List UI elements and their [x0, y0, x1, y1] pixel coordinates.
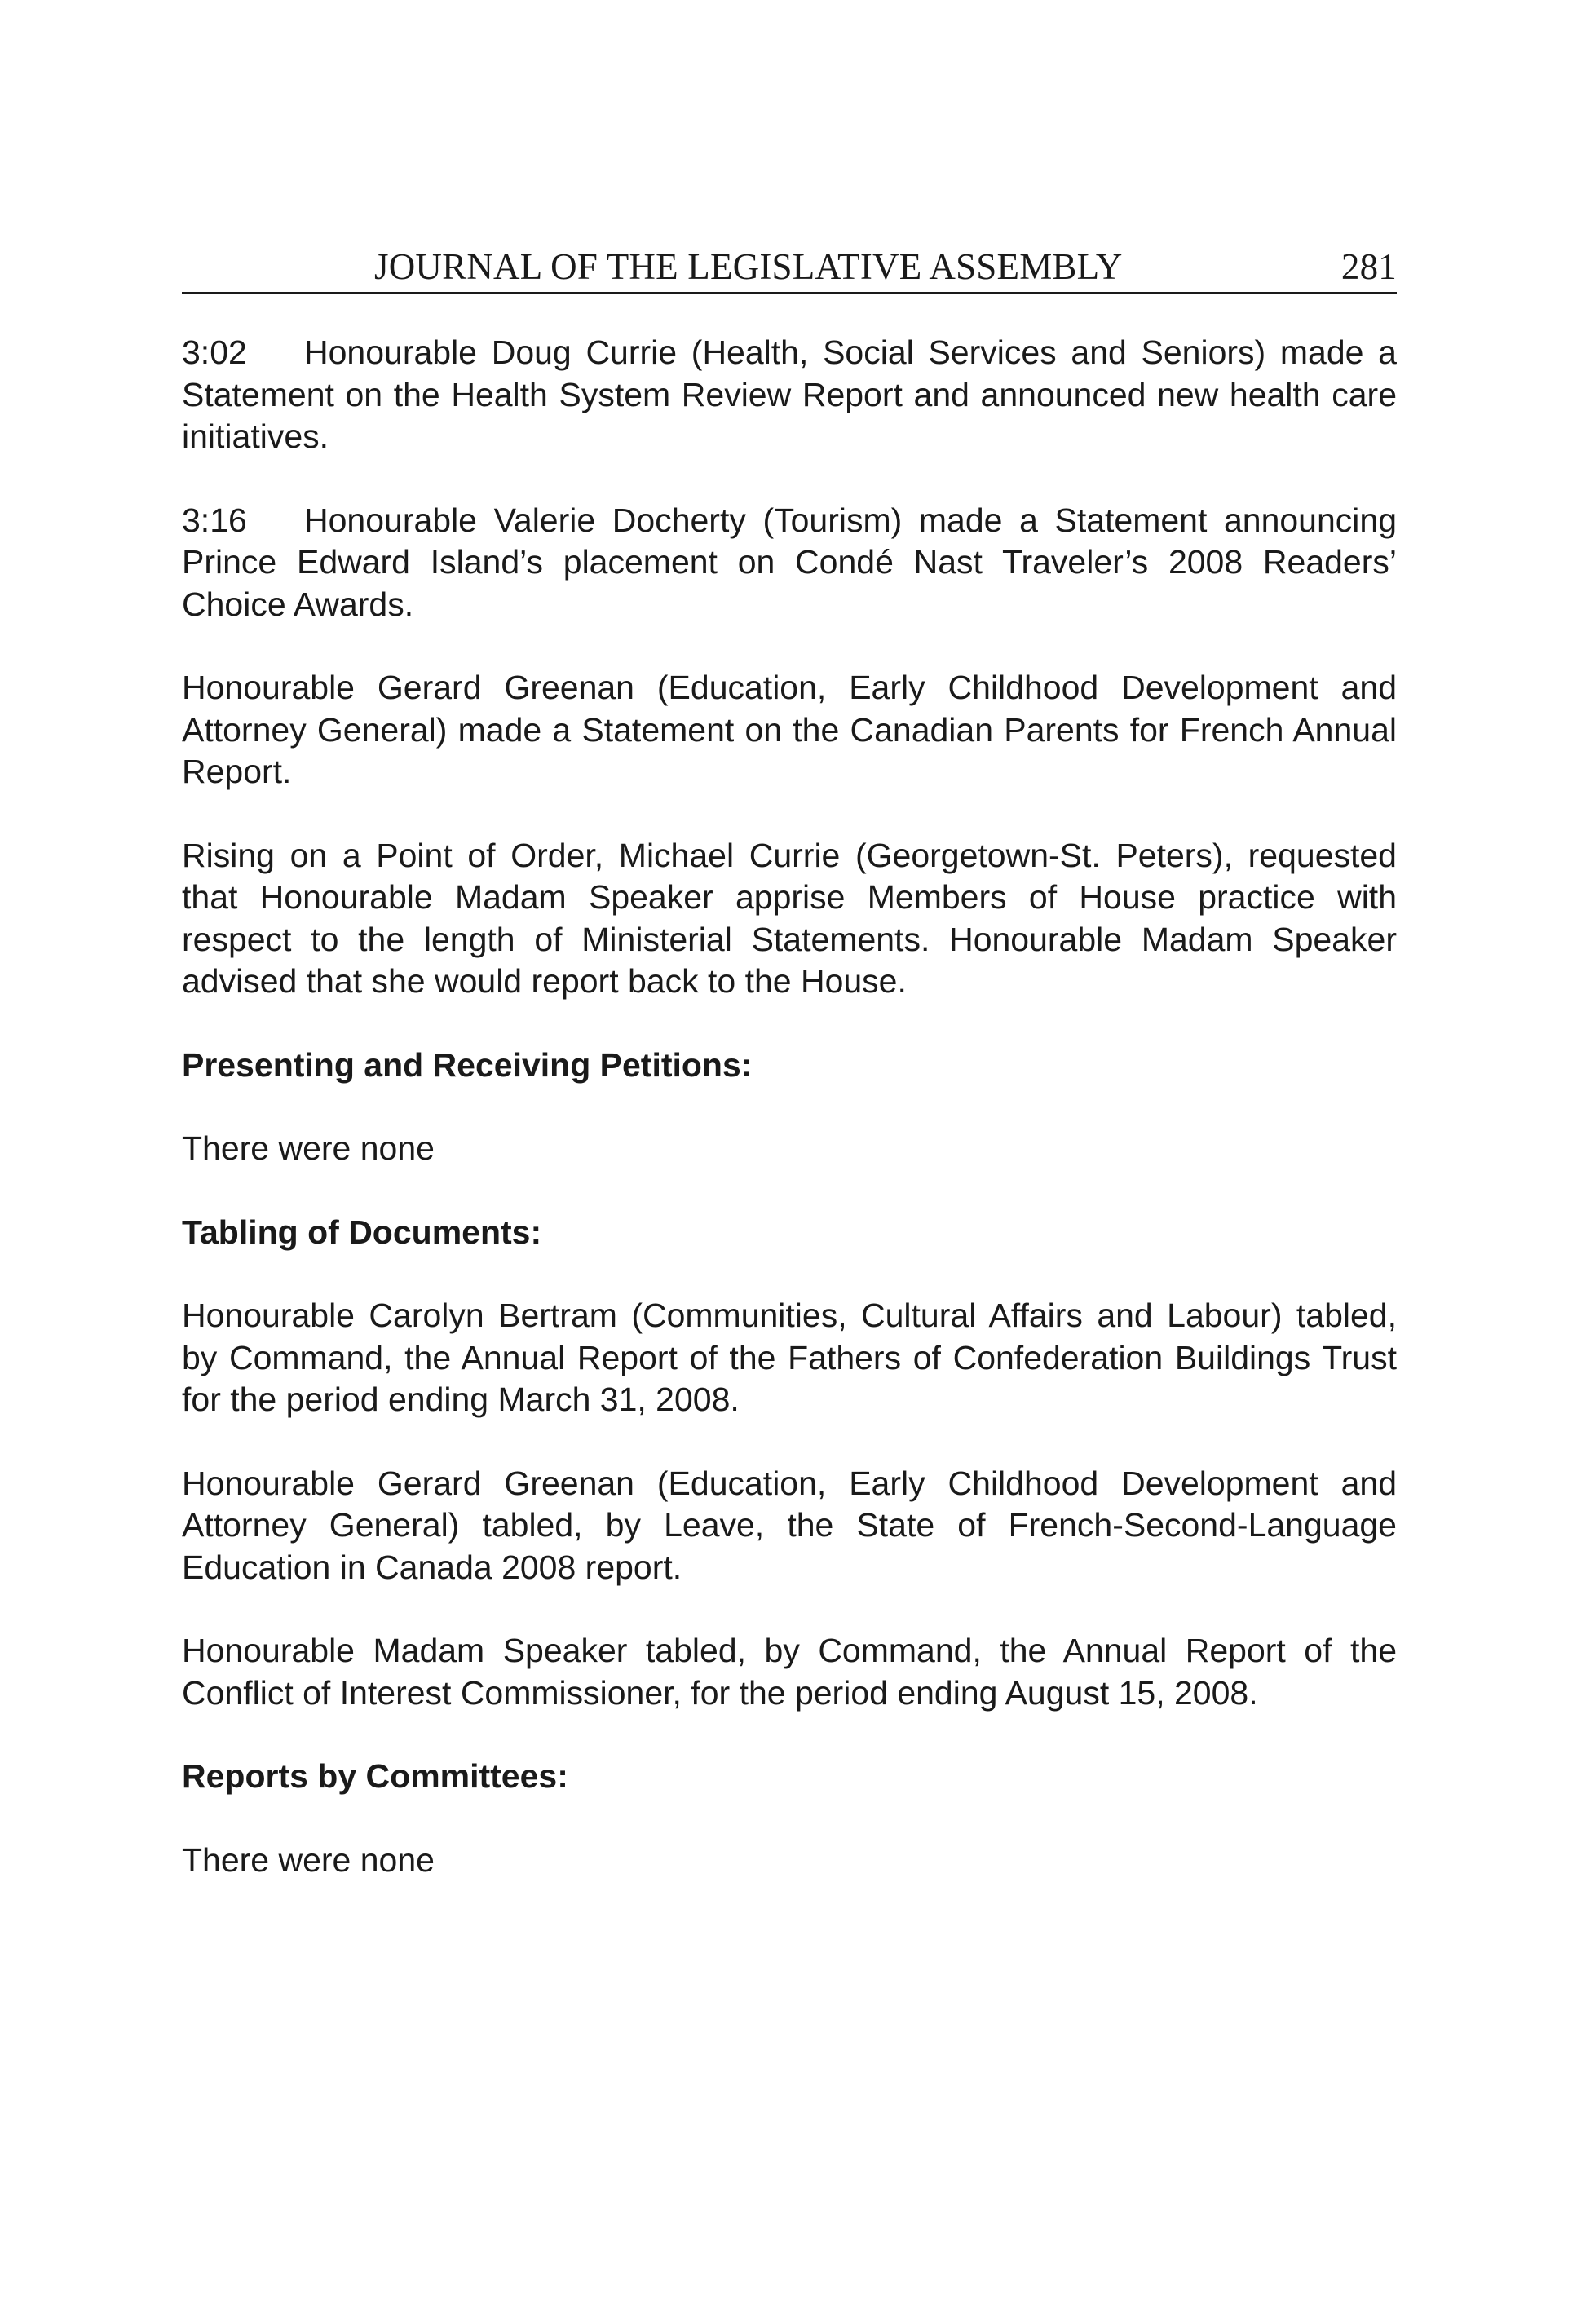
section-heading-committees: Reports by Committees: [182, 1757, 568, 1795]
point-of-order-paragraph: Rising on a Point of Order, Michael Currie (Georgetown-St. Peters), requested that Honourable Madam Speaker apprise Members of House practice with respect to the length of Ministerial Statements. Honourable Madam Speaker advised that she would report back to the House. [182, 836, 1397, 1000]
entry-text: Honourable Valerie Docherty (Tourism) made a Statement announcing Prince Edward Island’s placement on Condé Nast Traveler’s 2008 Readers’ Choice Awards. [182, 501, 1397, 623]
committees-text: There were none [182, 1840, 435, 1879]
statement-paragraph: Honourable Gerard Greenan (Education, Early Childhood Development and Attorney General) made a Statement on the Canadian Parents for French Annual Report. [182, 669, 1397, 790]
section-heading-tabling: Tabling of Documents: [182, 1213, 542, 1251]
entry-text: Honourable Doug Currie (Health, Social Services and Seniors) made a Statement on the Health System Review Report and announced new health care initiatives. [182, 334, 1397, 455]
tabling-item: Honourable Gerard Greenan (Education, Early Childhood Development and Attorney General) tabled, by Leave, the State of French-Second-Language Education in Canada 2008 report. [182, 1464, 1397, 1586]
tabling-item: Honourable Madam Speaker tabled, by Command, the Annual Report of the Conflict of Interest Commissioner, for the period ending August 15, 2008. [182, 1632, 1397, 1712]
tabling-item: Honourable Carolyn Bertram (Communities, Cultural Affairs and Labour) tabled, by Command, the Annual Report of the Fathers of Confederation Buildings Trust for the period ending March 31, 2008. [182, 1297, 1397, 1418]
journal-body [182, 332, 1397, 1923]
entry-time: 3:02 [182, 334, 247, 371]
page-number: 281 [1340, 246, 1397, 287]
section-heading-petitions: Presenting and Receiving Petitions: [182, 1045, 753, 1084]
journal-page [182, 0, 1397, 2324]
entry-time: 3:16 [182, 501, 247, 539]
petitions-text: There were none [182, 1129, 435, 1167]
timed-entry [182, 332, 1397, 458]
running-header [182, 241, 1397, 294]
timed-entry [182, 500, 1397, 626]
journal-title: JOURNAL OF THE LEGISLATIVE ASSEMBLY [374, 246, 1123, 287]
